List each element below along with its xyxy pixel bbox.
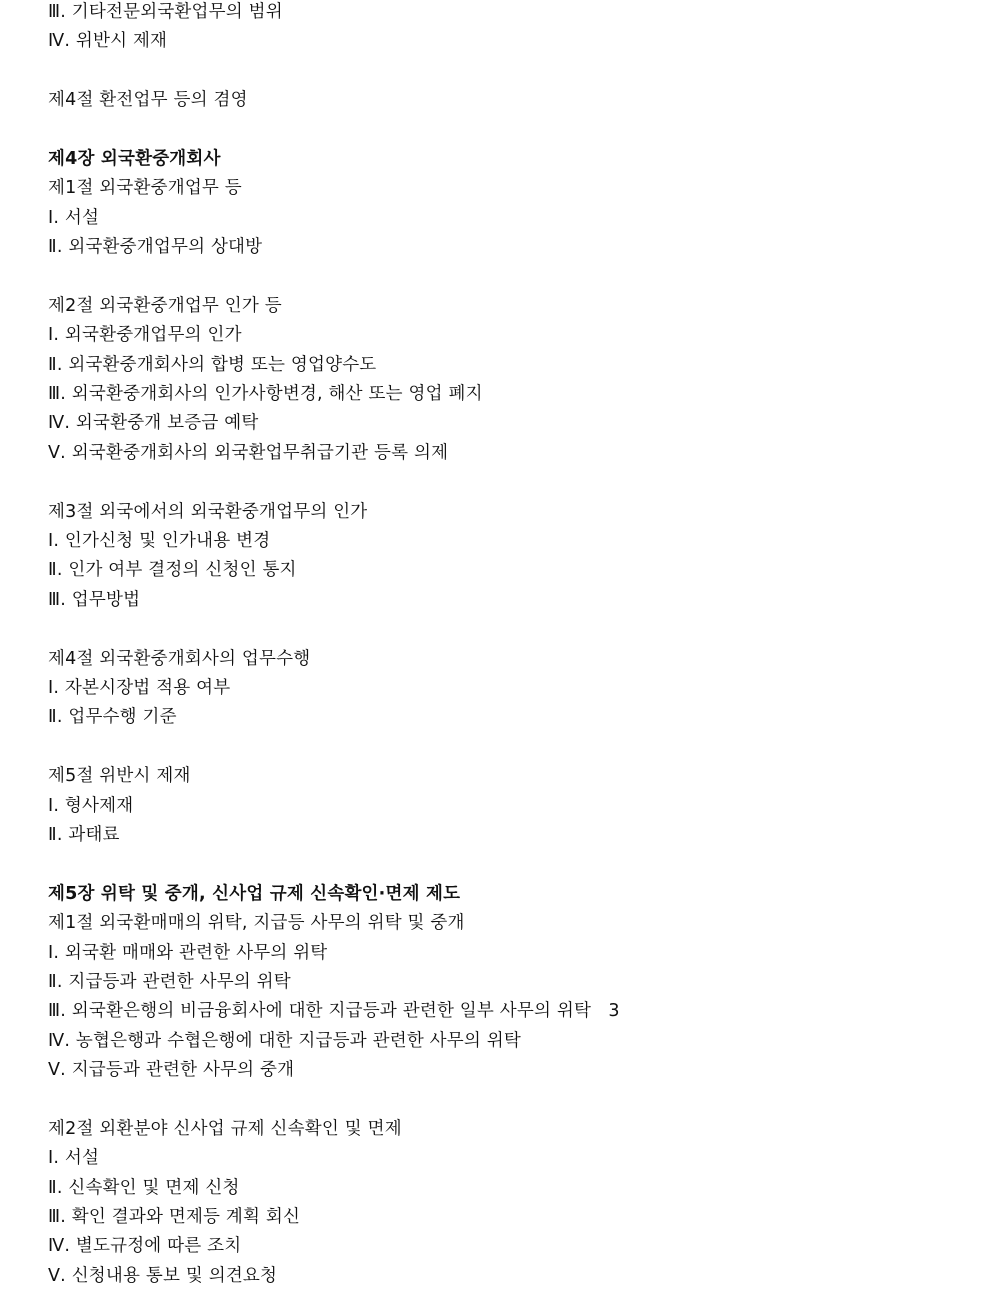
section-heading: 제4절 환전업무 등의 겸영 — [48, 90, 248, 111]
blank-line — [48, 615, 948, 644]
toc-item: Ⅰ. 서설 — [48, 207, 100, 228]
section-heading: 제1절 외국환매매의 위탁, 지급등 사무의 위탁 및 중개 — [48, 913, 465, 934]
toc-item: Ⅲ. 외국환중개회사의 인가사항변경, 해산 또는 영업 폐지 — [48, 384, 483, 405]
toc-item: Ⅰ. 외국환중개업무의 인가 — [48, 325, 242, 346]
section-heading: 제1절 외국환중개업무 등 — [48, 178, 242, 199]
toc-item: Ⅳ. 농협은행과 수협은행에 대한 지급등과 관련한 사무의 위탁 — [48, 1030, 521, 1051]
section-heading: 제5절 위반시 제재 — [48, 766, 191, 787]
toc-item: Ⅳ. 외국환중개 보증금 예탁 — [48, 413, 259, 434]
section-heading: 제3절 외국에서의 외국환중개업무의 인가 — [48, 501, 368, 522]
section-heading: 제2절 외국환중개업무 인가 등 — [48, 295, 282, 316]
toc-item: Ⅲ. 확인 결과와 면제등 계획 회신 — [48, 1207, 301, 1228]
blank-line — [48, 733, 948, 762]
blank-line — [48, 850, 948, 879]
toc-item: Ⅴ. 지급등과 관련한 사무의 중개 — [48, 1060, 295, 1081]
toc-item: Ⅲ. 외국환은행의 비금융회사에 대한 지급등과 관련한 일부 사무의 위탁 3 — [48, 1001, 620, 1022]
toc-item: Ⅲ. 기타전문외국환업무의 범위 — [48, 2, 283, 22]
toc-item: Ⅳ. 위반시 제재 — [48, 31, 168, 52]
toc-item: Ⅰ. 서설 — [48, 1148, 100, 1169]
chapter-heading: 제4장 외국환중개회사 — [48, 148, 221, 169]
table-of-contents — [48, 0, 948, 1291]
section-heading: 제2절 외환분야 신사업 규제 신속확인 및 면제 — [48, 1118, 402, 1139]
toc-item: Ⅴ. 외국환중개회사의 외국환업무취급기관 등록 의제 — [48, 442, 449, 463]
blank-line — [48, 57, 948, 86]
toc-item: Ⅳ. 별도규정에 따른 조치 — [48, 1236, 242, 1257]
toc-item: Ⅱ. 신속확인 및 면제 신청 — [48, 1177, 240, 1198]
toc-item: Ⅴ. 신청내용 통보 및 의견요청 — [48, 1265, 278, 1286]
section-heading: 제4절 외국환중개회사의 업무수행 — [48, 648, 311, 669]
toc-item: Ⅱ. 외국환중개업무의 상대방 — [48, 237, 263, 258]
toc-item: Ⅱ. 지급등과 관련한 사무의 위탁 — [48, 971, 291, 992]
toc-item: Ⅰ. 인가신청 및 인가내용 변경 — [48, 531, 271, 552]
blank-line — [48, 468, 948, 497]
toc-item: Ⅱ. 인가 여부 결정의 신청인 통지 — [48, 560, 297, 581]
toc-item: Ⅲ. 업무방법 — [48, 589, 141, 610]
toc-item: Ⅱ. 외국환중개회사의 합병 또는 영업양수도 — [48, 354, 377, 375]
toc-item: Ⅱ. 업무수행 기준 — [48, 707, 177, 728]
toc-item: Ⅰ. 형사제재 — [48, 795, 134, 816]
toc-item: Ⅰ. 외국환 매매와 관련한 사무의 위탁 — [48, 942, 328, 963]
toc-item: Ⅰ. 자본시장법 적용 여부 — [48, 677, 231, 698]
blank-line — [48, 1085, 948, 1114]
chapter-heading: 제5장 위탁 및 중개, 신사업 규제 신속확인·면제 제도 — [48, 883, 461, 904]
blank-line — [48, 263, 948, 292]
toc-item: Ⅱ. 과태료 — [48, 824, 120, 845]
blank-line — [48, 116, 948, 145]
